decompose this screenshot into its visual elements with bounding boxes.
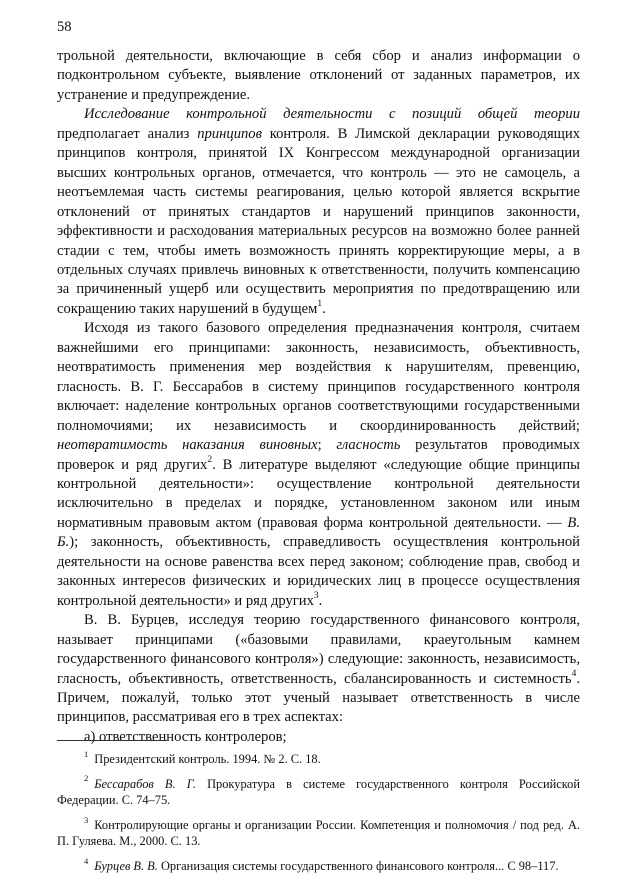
emphasized-text: гласность (336, 437, 401, 454)
text-run: контроля. В Лимской декларации руководящих принципов контроля, принятой IX Конгрессом международной организации высших контрольных органов, отмечается, что контроль — это не самоцель, а неотъемлемая часть системы реагирования, целью которой является вскрытие отклонений от принятых стандартов и нарушений принципов законности, эффективности и расходования материальных ресурсов на возможно более ранней стадии с тем, чтобы иметь возможность принять корректирующие меры, а в отдельных случаях привлечь виновных к ответственности, получить компенсацию за причиненный ущерб или осуществить мероприятия по предотвращению или сокращению таких нарушений в будущем (57, 125, 580, 317)
text-run: Исходя из такого базового определения предназначения контроля, считаем важнейшими его принципами: законность, независимость, объективность, неотвратимость применения мер воздействия к нарушителям, превенцию, гласность. В. Г. Бессарабов в систему принципов государственного контроля включает: наделение контрольных органов соответствующими государственными полномочиями; их независимость и скоординированность действий; (57, 320, 580, 434)
emphasized-text: Бессарабов В. Г. (94, 776, 196, 791)
page-number: 58 (57, 19, 72, 35)
text-run: трольной деятельности, включающие в себя сбор и анализ информации о подконтрольном субъекте, выявление отклонений от заданных параметров, их устранение и предупреждение. (57, 48, 580, 103)
text-run: . Причем, пожалуй, только этот ученый называет ответственность в числе принципов, рассматривая его в трех аспектах: (57, 670, 580, 726)
text-run: . (322, 300, 326, 317)
emphasized-text: принципов (197, 125, 262, 142)
footnote-reference: 2 (207, 454, 213, 465)
list-item (57, 728, 580, 747)
footnote (57, 748, 580, 768)
paragraph (57, 319, 580, 611)
footnote (57, 814, 580, 850)
footnotes (57, 748, 580, 883)
text-run: а) ответственность контролеров; (84, 728, 287, 745)
text-run: Организация системы государственного финансового контроля... С 98–117. (157, 858, 559, 873)
text-run: ; (317, 437, 337, 454)
text-run: Контролирующие органы и организации России. Компетенция и полномочия / под ред. А. П. Гуляева. М., 2000. С. 13. (57, 817, 580, 849)
emphasized-text: Исследование контрольной деятельности с позиций общей теории (84, 106, 580, 123)
footnote (57, 855, 580, 875)
paragraph (57, 105, 580, 319)
footnote-number: 4 (84, 855, 89, 866)
footnote-reference: 3 (313, 590, 319, 601)
emphasized-text: неотвратимость наказания виновных (57, 437, 318, 454)
text-run: . В литературе выделяют «следующие общие принципы контрольной деятельности»: осуществление контрольной деятельности исключительно в пределах и порядке, установленном законом или иным нормативным правовым актом (правовая форма контрольной деятельности. — (57, 456, 580, 531)
paragraph (57, 611, 580, 728)
text-run: предполагает анализ (57, 125, 198, 142)
paragraph (57, 47, 580, 105)
emphasized-text: В. Б. (57, 514, 580, 551)
body-text (57, 47, 580, 747)
footnote-reference: 1 (317, 299, 323, 310)
text-run: Прокуратура в системе государственного контроля Российской Федерации. С. 74–75. (57, 776, 580, 808)
footnote-reference: 4 (571, 668, 577, 679)
footnote (57, 773, 580, 809)
emphasized-text: Бурцев В. В. (94, 858, 158, 873)
footnote-number: 1 (84, 748, 89, 759)
text-run: ); законность, объективность, справедливость осуществления контрольной деятельности на основе равенства всех перед законом; соблюдение прав, свобод и законных интересов физических и юридических лиц в процессе осуществления контрольной деятельности» и ряд других (57, 534, 580, 609)
footnote-divider (57, 740, 167, 741)
text-run: Президентский контроль. 1994. № 2. С. 18. (94, 752, 321, 766)
text-run: результатов проводимых проверок и ряд других (57, 437, 581, 473)
text-run: В. В. Бурцев, исследуя теорию государственного финансового контроля, называет принципами («базовыми правилами, краеугольным камнем государственного финансового контроля») следующие: законность, независимость, гласность, объективность, ответственность, сбалансированность и системность (57, 612, 580, 687)
text-run: . (318, 592, 323, 609)
footnote-number: 2 (84, 773, 89, 784)
footnote-number: 3 (84, 814, 89, 825)
